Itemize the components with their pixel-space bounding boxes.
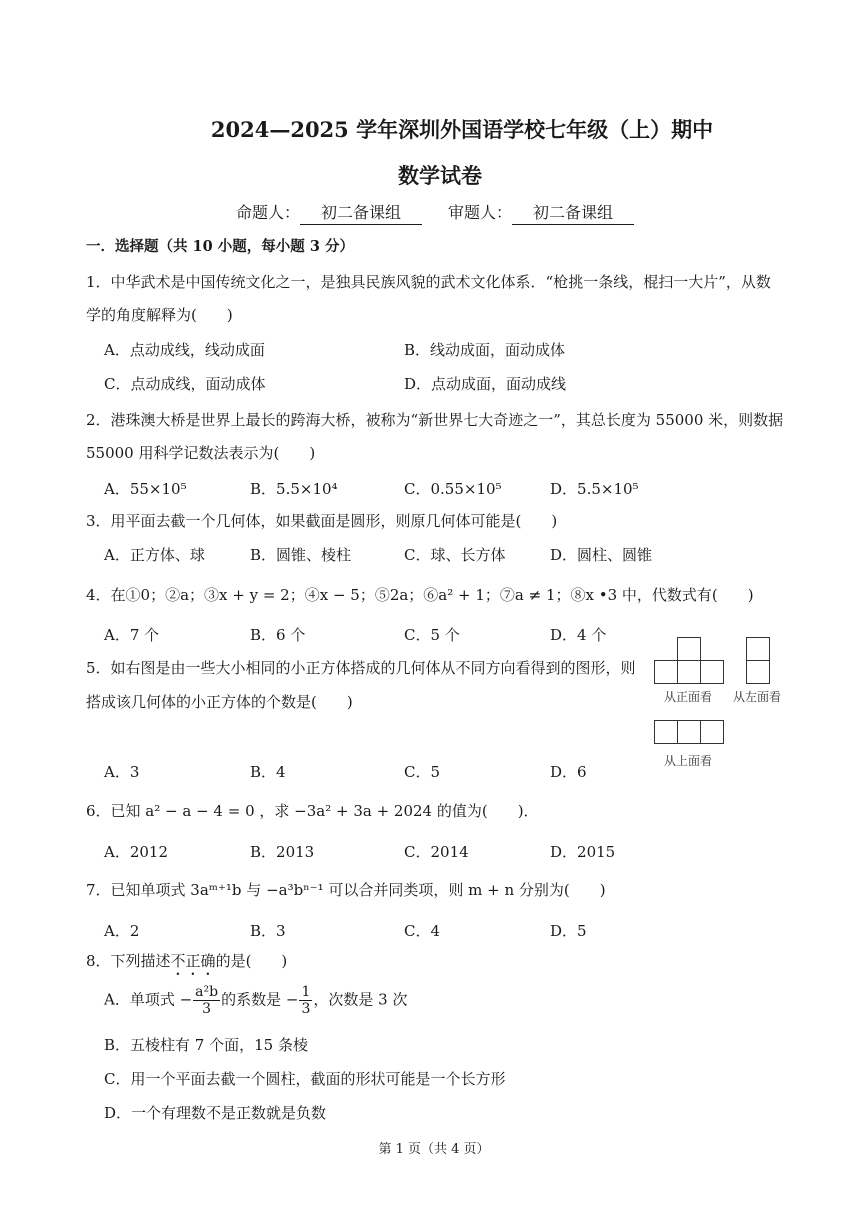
q7-option-b: B．3 <box>250 922 286 940</box>
q1-option-d: D．点动成面，面动成线 <box>404 375 567 393</box>
question-1-line2: 学的角度解释为( ) <box>86 306 233 324</box>
q1-option-c: C．点动成线，面动成体 <box>104 375 266 393</box>
fraction-numerator: a²b <box>195 984 219 1000</box>
q2-option-a: A．55×10⁵ <box>104 480 187 498</box>
reviewer-value: 初二备课组 <box>512 202 634 225</box>
question-7-line1: 7．已知单项式 3aᵐ⁺¹b 与 −a³bⁿ⁻¹ 可以合并同类项，则 m + n 分别为( ) <box>86 881 606 899</box>
q6-option-a: A．2012 <box>104 843 169 861</box>
q1-option-b: B．线动成面，面动成体 <box>404 341 566 359</box>
q6-option-d: D．2015 <box>550 843 616 861</box>
q3-option-d: D．圆柱、圆锥 <box>550 546 653 564</box>
q5-option-c: C．5 <box>404 763 441 781</box>
question-5-line1: 5．如右图是由一些大小相同的小正方体搭成的几何体从不同方向看得到的图形，则 <box>86 659 636 677</box>
fraction-numerator: 1 <box>301 984 311 1000</box>
q8-a-post: ，次数是 3 次 <box>313 990 408 1009</box>
q7-option-a: A．2 <box>104 922 140 940</box>
top-view-label: 从上面看 <box>664 754 713 768</box>
question-8-line1 <box>86 950 287 979</box>
question-2-line2: 55000 用科学记数法表示为( ) <box>86 444 316 462</box>
q8-stem-post: 的是( ) <box>215 952 288 970</box>
top-view-cell <box>677 720 701 744</box>
q8-option-b: B．五棱柱有 7 个面，15 条棱 <box>104 1036 308 1054</box>
question-4-line1: 4．在①0；②a；③x + y = 2；④x − 5；⑤2a；⑥a² + 1；⑦a ≠ 1；⑧x •3 中，代数式有( ) <box>86 586 754 604</box>
exam-subtitle: 数学试卷 <box>398 163 482 188</box>
q8-a-pre: A．单项式 − <box>104 990 193 1009</box>
question-2-line1: 2．港珠澳大桥是世界上最长的跨海大桥，被称为“新世界七大奇迹之一”，其总长度为 55000 米，则数据 <box>86 411 784 429</box>
q6-option-b: B．2013 <box>250 843 315 861</box>
top-view-cell <box>700 720 724 744</box>
front-view-cell <box>700 660 724 684</box>
q8-option-a <box>104 984 407 1017</box>
q3-option-a: A．正方体、球 <box>104 546 205 564</box>
section-heading: 一．选择题（共 10 小题，每小题 3 分） <box>86 238 354 255</box>
exam-title: 2024—2025 学年深圳外国语学校七年级（上）期中 <box>210 117 714 142</box>
q2-option-c: C．0.55×10⁵ <box>404 480 502 498</box>
q7-option-d: D．5 <box>550 922 587 940</box>
q4-option-d: D．4 个 <box>550 626 607 644</box>
q4-option-a: A．7 个 <box>104 626 160 644</box>
front-view-cell <box>654 660 678 684</box>
q8-stem-pre: 8．下列描述 <box>86 952 171 970</box>
q3-option-c: C．球、长方体 <box>404 546 506 564</box>
q8-option-d: D．一个有理数不是正数就是负数 <box>104 1104 327 1122</box>
reviewer-label: 审题人： <box>448 203 513 222</box>
q8-a-fraction-2 <box>299 984 312 1017</box>
q6-option-c: C．2014 <box>404 843 469 861</box>
page-number: 第 1 页（共 4 页） <box>378 1142 490 1157</box>
question-3-line1: 3．用平面去截一个几何体，如果截面是圆形，则原几何体可能是( ) <box>86 512 558 530</box>
q7-option-c: C．4 <box>404 922 441 940</box>
q1-option-a: A．点动成线，线动成面 <box>104 341 265 359</box>
question-1-line1: 1．中华武术是中国传统文化之一，是独具民族风貌的武术文化体系．“枪挑一条线，棍扫一大片”，从数 <box>86 273 771 291</box>
question-6-line1: 6．已知 a² − a − 4 = 0 ，求 −3a² + 3a + 2024 的值为( )． <box>86 802 539 820</box>
q8-option-c: C．用一个平面去截一个圆柱，截面的形状可能是一个长方形 <box>104 1070 506 1088</box>
author-value: 初二备课组 <box>300 202 422 225</box>
left-view-cell <box>746 660 770 684</box>
q4-option-c: C．5 个 <box>404 626 460 644</box>
q5-option-b: B．4 <box>250 763 286 781</box>
q3-option-b: B．圆锥、棱柱 <box>250 546 352 564</box>
left-view-label: 从左面看 <box>733 690 782 704</box>
front-view-cell <box>677 660 701 684</box>
author-label: 命题人： <box>236 203 301 222</box>
q4-option-b: B．6 个 <box>250 626 306 644</box>
q8-a-mid: 的系数是 − <box>221 990 299 1009</box>
q8-stem-emphasis: 不正确 <box>170 952 216 970</box>
question-5-line2: 搭成该几何体的小正方体的个数是( ) <box>86 693 353 711</box>
front-view-label: 从正面看 <box>664 690 713 704</box>
front-view-cell <box>677 637 701 661</box>
top-view-cell <box>654 720 678 744</box>
q5-option-d: D．6 <box>550 763 587 781</box>
q2-option-d: D．5.5×10⁵ <box>550 480 639 498</box>
left-view-cell <box>746 637 770 661</box>
q8-a-fraction-1 <box>193 984 220 1017</box>
fraction-denominator: 3 <box>202 1001 212 1017</box>
q5-option-a: A．3 <box>104 763 140 781</box>
q2-option-b: B．5.5×10⁴ <box>250 480 338 498</box>
authors-line <box>236 200 634 225</box>
fraction-denominator: 3 <box>301 1001 311 1017</box>
